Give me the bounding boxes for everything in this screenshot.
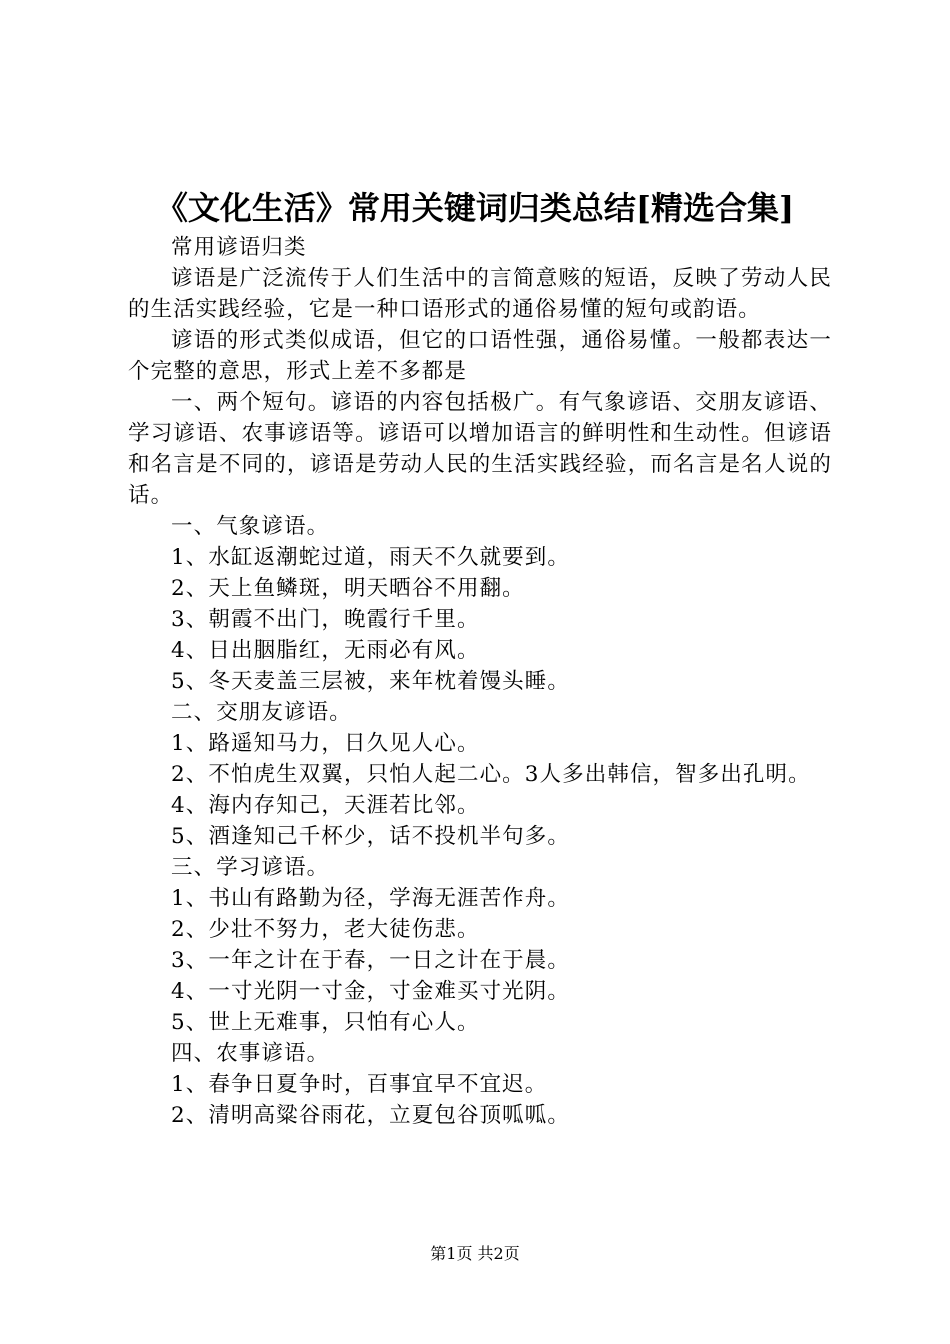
list-item: 5、冬天麦盖三层被，来年枕着馒头睡。 (171, 669, 570, 694)
list-item: 1、路遥知马力，日久见人心。 (171, 731, 480, 756)
paragraph-heading: 常用谚语归类 (171, 235, 307, 260)
paragraph: 谚语的形式类似成语，但它的口语性强，通俗易懂。一般都表达一个完整的意思，形式上差不多都是 (128, 328, 832, 384)
list-item: 2、天上鱼鳞斑，明天晒谷不用翻。 (171, 576, 525, 601)
list-item: 1、水缸返潮蛇过道，雨天不久就要到。 (171, 545, 570, 570)
list-item: 4、日出胭脂红，无雨必有风。 (171, 638, 480, 663)
list-item: 4、海内存知己，天涯若比邻。 (171, 793, 480, 818)
list-item: 4、一寸光阴一寸金，寸金难买寸光阴。 (171, 979, 570, 1004)
list-item: 2、少壮不努力，老大徒伤悲。 (171, 917, 480, 942)
list-item: 2、不怕虎生双翼，只怕人起二心。3人多出韩信，智多出孔明。 (171, 762, 811, 787)
document-body (128, 232, 832, 1131)
paragraph: 谚语是广泛流传于人们生活中的言简意赅的短语，反映了劳动人民的生活实践经验，它是一种口语形式的通俗易懂的短句或韵语。 (128, 266, 832, 322)
list-item: 3、一年之计在于春，一日之计在于晨。 (171, 948, 570, 973)
list-item: 5、世上无难事，只怕有心人。 (171, 1010, 480, 1035)
list-item: 2、清明高粱谷雨花，立夏包谷顶呱呱。 (171, 1103, 570, 1128)
list-item: 5、酒逢知己千杯少，话不投机半句多。 (171, 824, 570, 849)
section-heading-study: 三、学习谚语。 (171, 855, 330, 880)
section-heading-farming: 四、农事谚语。 (171, 1041, 330, 1066)
list-item: 3、朝霞不出门，晚霞行千里。 (171, 607, 480, 632)
page-footer: 第1页 共2页 (430, 1244, 520, 1263)
document-title: 《文化生活》常用关键词归类总结[精选合集] (155, 189, 795, 227)
section-heading-weather: 一、气象谚语。 (171, 514, 330, 539)
section-heading-friendship: 二、交朋友谚语。 (171, 700, 352, 725)
list-item: 1、春争日夏争时，百事宜早不宜迟。 (171, 1072, 548, 1097)
list-item: 1、书山有路勤为径，学海无涯苦作舟。 (171, 886, 570, 911)
paragraph: 一、两个短句。谚语的内容包括极广。有气象谚语、交朋友谚语、学习谚语、农事谚语等。谚语可以增加语言的鲜明性和生动性。但谚语和名言是不同的，谚语是劳动人民的生活实践经验，而名言是名人说的话。 (128, 390, 832, 508)
